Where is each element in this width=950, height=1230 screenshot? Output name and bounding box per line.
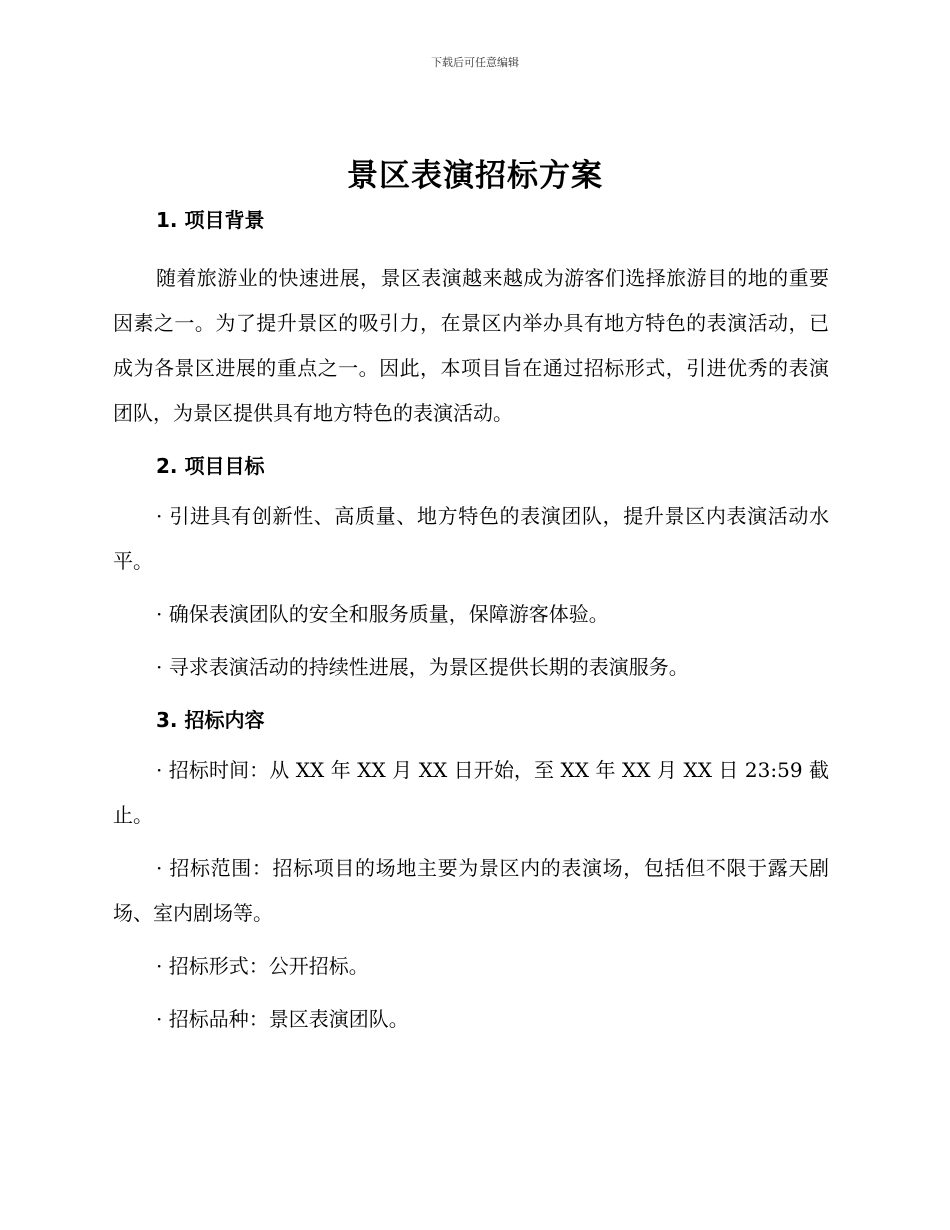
paragraph-background: 随着旅游业的快速进展，景区表演越来越成为游客们选择旅游目的地的重要因素之一。为了提升景区的吸引力，在景区内举办具有地方特色的表演活动，已成为各景区进展的重点之一。因此，本项目旨在通过招标形式，引进优秀的表演团队，为景区提供具有地方特色的表演活动。 <box>113 266 829 425</box>
list-item-goal-1: · 引进具有创新性、高质量、地方特色的表演团队，提升景区内表演活动水平。 <box>113 504 829 573</box>
section-heading-goals: 2. 项目目标 <box>156 454 265 478</box>
list-item-tender-time: · 招标时间：从 XX 年 XX 月 XX 日开始，至 XX 年 XX 月 XX 日 23:59 截止。 <box>113 758 829 827</box>
document-body <box>113 200 829 1042</box>
section-heading-content: 3. 招标内容 <box>156 708 265 732</box>
list-item-tender-scope: · 招标范围：招标项目的场地主要为景区内的表演场，包括但不限于露天剧场、室内剧场等。 <box>113 856 829 925</box>
header-note: 下载后可任意编辑 <box>431 56 519 69</box>
list-item-tender-type: · 招标品种：景区表演团队。 <box>156 1007 409 1031</box>
list-item-tender-form: · 招标形式：公开招标。 <box>156 954 369 978</box>
list-item-goal-3: · 寻求表演活动的持续性进展，为景区提供长期的表演服务。 <box>156 655 689 679</box>
section-heading-background: 1. 项目背景 <box>156 208 265 232</box>
list-item-goal-2: · 确保表演团队的安全和服务质量，保障游客体验。 <box>156 602 609 626</box>
document-title: 景区表演招标方案 <box>347 158 603 194</box>
